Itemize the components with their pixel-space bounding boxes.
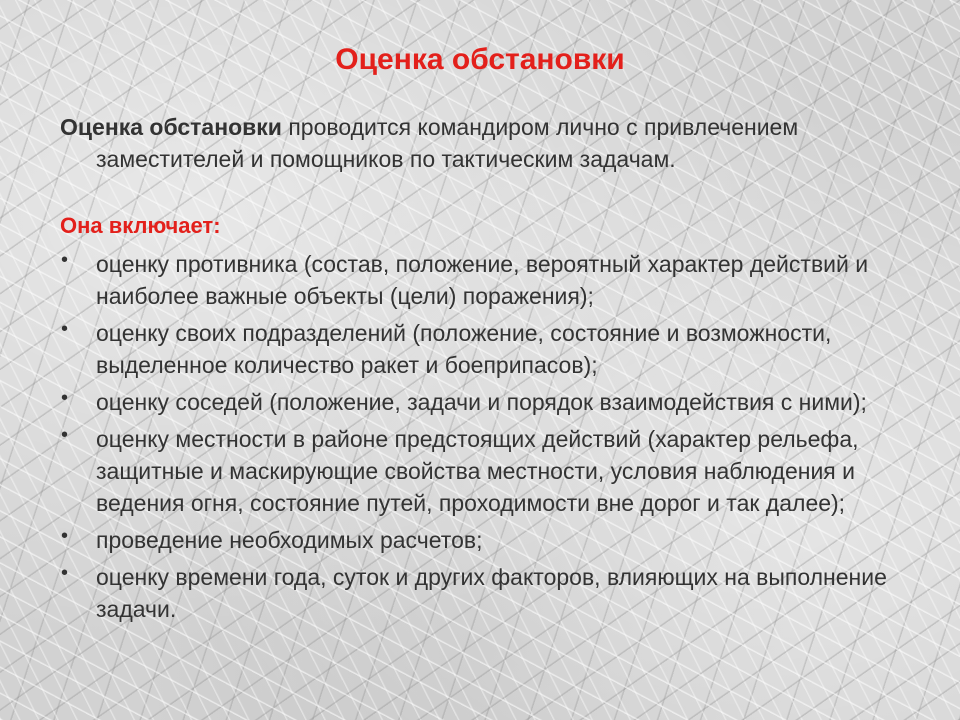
list-item-text: оценку времени года, суток и других факторов, влияющих на выполнение задачи.: [96, 564, 887, 622]
bullet-icon: •: [61, 525, 69, 547]
list-item-text: оценку местности в районе предстоящих действий (характер рельефа, защитные и маскирующие свойства местности, условия наблюдения и ведения огня, состояние путей, проходимости вне дорог и так далее);: [96, 426, 859, 516]
list-item: [60, 423, 890, 519]
list-item-text: оценку соседей (положение, задачи и порядок взаимодействия с ними);: [96, 389, 867, 415]
list-item: [60, 524, 890, 556]
list-item: [60, 317, 890, 381]
bullet-icon: •: [61, 318, 69, 340]
bullet-list: [60, 248, 890, 630]
list-item: [60, 561, 890, 625]
bullet-icon: •: [61, 387, 69, 409]
intro-paragraph: [60, 111, 926, 175]
list-item-text: проведение необходимых расчетов;: [96, 527, 483, 553]
bullet-icon: •: [61, 424, 69, 446]
slide-title: Оценка обстановки: [335, 43, 625, 76]
bullet-icon: •: [61, 249, 69, 271]
list-item: [60, 248, 890, 312]
intro-lead: Оценка обстановки: [60, 114, 282, 140]
intro-text: проводится командиром лично с привлечением заместителей и помощников по тактическим задачам.: [96, 114, 799, 172]
includes-label: Она включает:: [60, 213, 221, 238]
list-item-text: оценку противника (состав, положение, вероятный характер действий и наиболее важные объекты (цели) поражения);: [96, 251, 869, 309]
list-item-text: оценку своих подразделений (положение, состояние и возможности, выделенное количество ракет и боеприпасов);: [96, 320, 832, 378]
bullet-icon: •: [61, 562, 69, 584]
list-item: [60, 386, 890, 418]
